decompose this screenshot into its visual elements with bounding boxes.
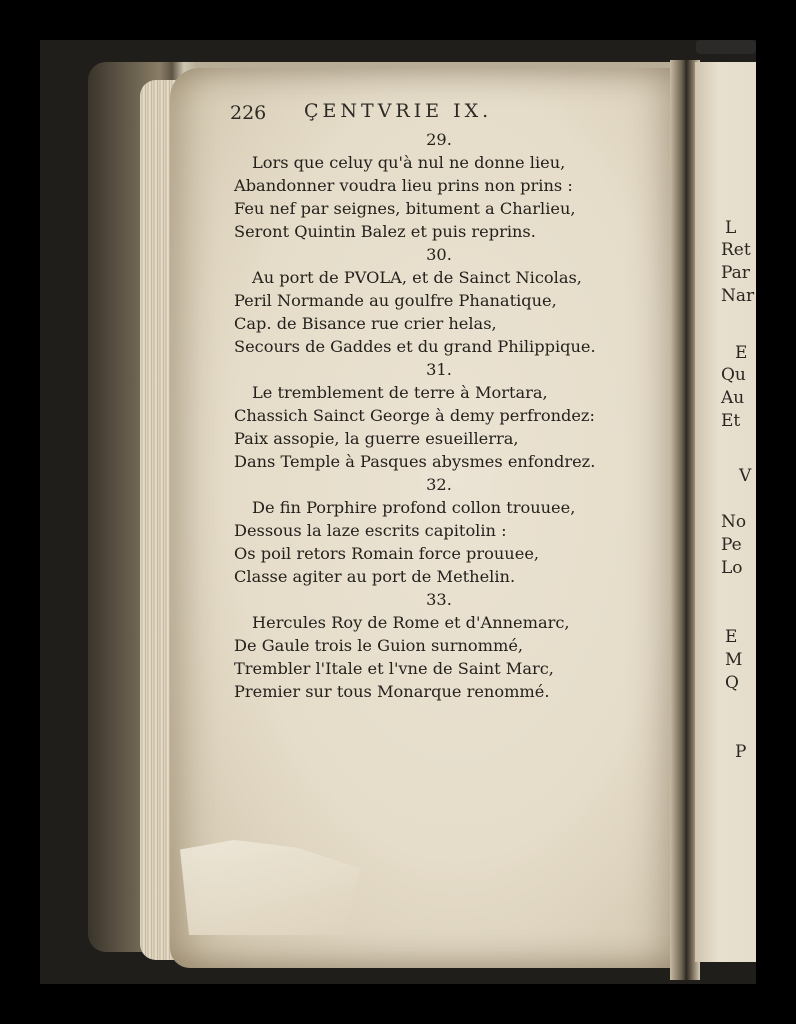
verse-line: Dans Temple à Pasques abysmes enfondrez. xyxy=(234,452,596,471)
verse-line: Chassich Sainct George à demy perfrondez: xyxy=(234,406,595,425)
quatrain-number: 31. xyxy=(426,360,452,379)
verse-line: Lors que celuy qu'à nul ne donne lieu, xyxy=(252,153,566,172)
page-number: 226 xyxy=(230,102,267,124)
quatrain-number: 33. xyxy=(426,590,452,609)
quatrain xyxy=(234,128,614,243)
facing-fragment: Lo xyxy=(721,558,743,578)
facing-fragment: Nar xyxy=(721,286,755,306)
verse-line: Cap. de Bisance rue crier helas, xyxy=(234,314,497,333)
verse-line: De Gaule trois le Guion surnommé, xyxy=(234,636,524,655)
page-header xyxy=(230,100,530,126)
facing-fragment: L xyxy=(725,218,737,238)
facing-page xyxy=(695,62,756,962)
facing-fragment: Par xyxy=(721,263,750,283)
facing-fragment: No xyxy=(721,512,747,532)
verse-line: Secours de Gaddes et du grand Philippique. xyxy=(234,337,596,356)
verse-line: Trembler l'Itale et l'vne de Saint Marc, xyxy=(234,659,554,678)
verse-line: Classe agiter au port de Methelin. xyxy=(234,567,516,586)
verse-line: Paix assopie, la guerre esueillerra, xyxy=(234,429,519,448)
running-title: ÇENTVRIE IX. xyxy=(304,100,493,122)
quatrain xyxy=(234,588,614,703)
verse-line: Dessous la laze escrits capitolin : xyxy=(234,521,507,540)
facing-fragment: V xyxy=(739,466,752,486)
facing-fragment: E xyxy=(735,343,748,363)
verse-line: Os poil retors Romain force prouuee, xyxy=(234,544,540,563)
verse-line: Au port de PVOLA, et de Sainct Nicolas, xyxy=(252,268,582,287)
quatrain-list xyxy=(234,128,614,703)
quatrain-number: 32. xyxy=(426,475,452,494)
facing-fragment: E xyxy=(725,627,738,647)
facing-fragment: Et xyxy=(721,411,741,431)
facing-fragment: Pe xyxy=(721,535,742,555)
quatrain xyxy=(234,473,614,588)
quatrain xyxy=(234,358,614,473)
verse-line: Abandonner voudra lieu prins non prins : xyxy=(234,176,573,195)
facing-fragment: Au xyxy=(721,388,745,408)
verse-line: De fin Porphire profond collon trouuee, xyxy=(252,498,576,517)
facing-fragment: M xyxy=(725,650,743,670)
facing-fragment: Ret xyxy=(721,240,751,260)
quatrain xyxy=(234,243,614,358)
verse-line: Peril Normande au goulfre Phanatique, xyxy=(234,291,557,310)
facing-fragment: Q xyxy=(725,673,739,693)
facing-fragment: Qu xyxy=(721,365,746,385)
verse-line: Hercules Roy de Rome et d'Annemarc, xyxy=(252,613,570,632)
verse-line: Le tremblement de terre à Mortara, xyxy=(252,383,548,402)
facing-fragment: P xyxy=(735,742,747,762)
quatrain-number: 29. xyxy=(426,130,452,149)
quatrain-number: 30. xyxy=(426,245,452,264)
verse-line: Premier sur tous Monarque renommé. xyxy=(234,682,550,701)
book-spine xyxy=(696,40,756,54)
verse-line: Feu nef par seignes, bitument a Charlieu, xyxy=(234,199,576,218)
verse-line: Seront Quintin Balez et puis reprins. xyxy=(234,222,536,241)
